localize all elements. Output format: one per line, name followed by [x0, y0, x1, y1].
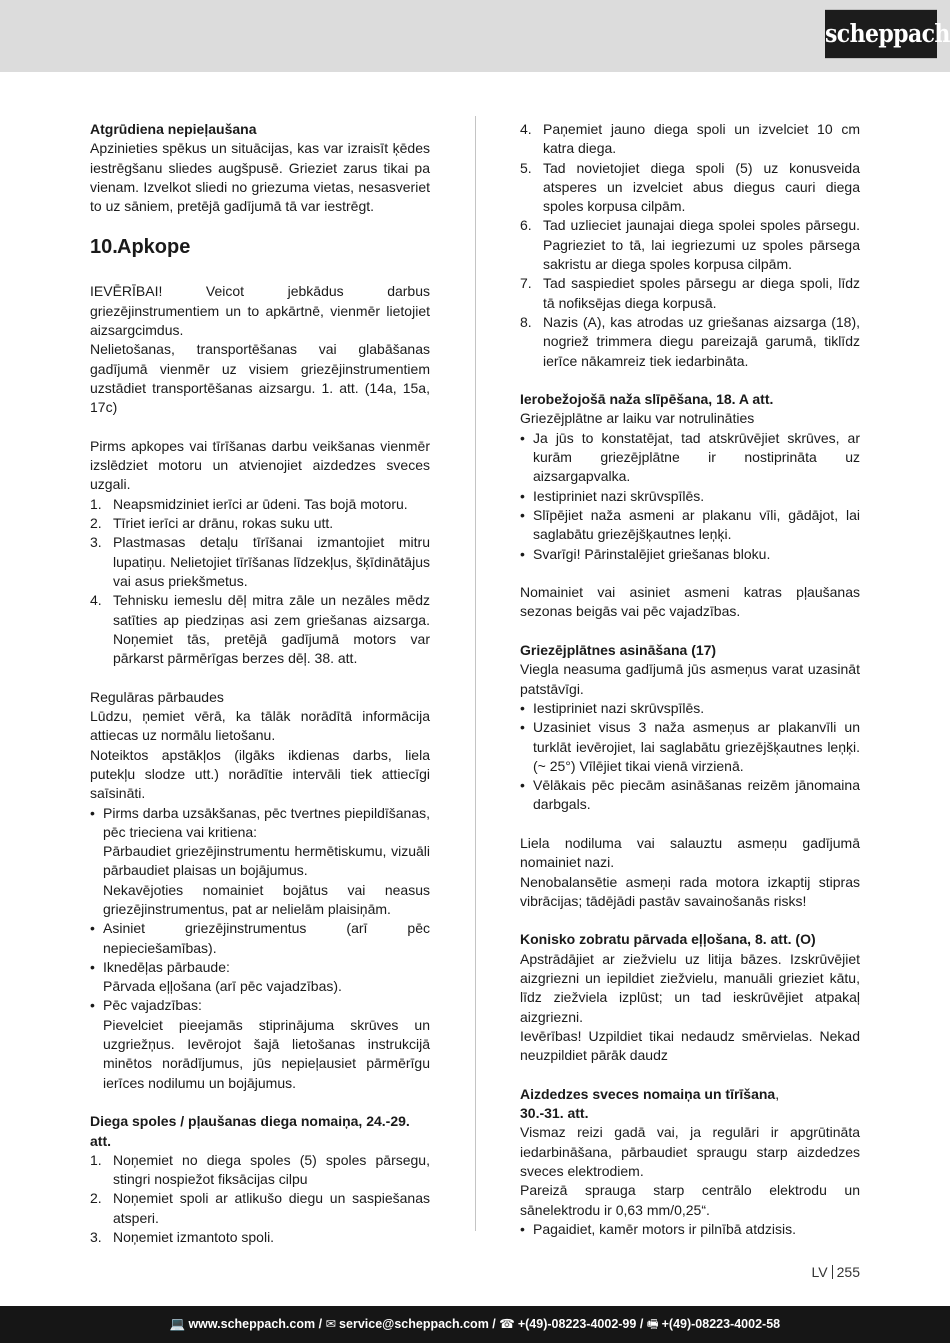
- list-item: • Pēc vajadzības:: [90, 997, 202, 1014]
- right-column: [520, 120, 860, 1239]
- spark-text: Vismaz reizi gadā vai, ja regulāri ir apgrūtināta iedarbināšana, pārbaudiet spraugu starp aizdedzes sveces elektrodiem.: [520, 1124, 860, 1180]
- list-item: 2. Noņemiet spoli ar atlikušo diegu un saspiešanas atsperi.: [90, 1190, 430, 1226]
- list-item: 1. Neapsmidziniet ierīci ar ūdeni. Tas bojā motoru.: [90, 495, 408, 512]
- list-subtext: Pārbaudiet griezējinstrumentu hermētiskumu, vizuāli pārbaudiet plaisas un bojājumus.: [103, 843, 430, 879]
- left-column: [90, 120, 430, 1247]
- fax-number: +(49)-08223-4002-58: [661, 1317, 781, 1331]
- checks-list: [90, 804, 430, 1093]
- warning-text: IEVĒRĪBAI! Veicot jebkādus darbus griezējinstrumentiem un to apkārtnē, vienmēr lietojiet aizsargcimdus.: [90, 283, 430, 339]
- column-divider: [475, 116, 476, 1231]
- spool-steps: [90, 1151, 430, 1247]
- phone-number: +(49)-08223-4002-99: [517, 1317, 637, 1331]
- list-item: • Ja jūs to konstatējat, tad atskrūvējiet skrūves, ar kurām griezējplātne ir nostiprināta uz aizsargapvalka.: [520, 429, 860, 485]
- checks-paragraph: Lūdzu, ņemiet vērā, ka tālāk norādītā informācija attiecas uz normālu lietošanu.: [90, 708, 430, 744]
- list-item: • Pirms darba uzsākšanas, pēc tvertnes piepildīšanas, pēc trieciena vai kritiena:: [90, 804, 430, 840]
- kickback-text: Apzinieties spēkus un situācijas, kas var izraisīt ķēdes iestrēgšanu sliedes augšpusē. Grieziet zarus tikai pa vienam. Izvelkot sliedi no griezuma vietas, nesasveriet to uz sāniem, pretējā gadījumā tā var iestrēgt.: [90, 140, 430, 215]
- gear-heading: Konisko zobratu pārvada eļļošana, 8. att. (O): [520, 931, 816, 948]
- knife-intro: Griezējplātne ar laiku var notrulināties: [520, 410, 755, 427]
- list-item: 3. Plastmasas detaļu tīrīšanai izmantojiet mitru lupatiņu. Nelietojiet tīrīšanas līdzekļus, šķīdinātājus vai asus priekšmetus.: [90, 534, 430, 589]
- spool-heading: Diega spoles / pļaušanas diega nomaiņa, 24.-29. att.: [90, 1113, 410, 1149]
- mail-icon: ✉: [325, 1317, 337, 1331]
- kickback-heading: Atgrūdiena nepieļaušana: [90, 121, 257, 137]
- footer-bar: 💻 www.scheppach.com / ✉ service@scheppach.com / ☎ +(49)-08223-4002-99 / 🖷 +(49)-08223-4002-58: [0, 1306, 950, 1343]
- header-band: [0, 0, 950, 72]
- spark-heading: Aizdedzes sveces nomaiņa un tīrīšana, 30.-31. att.: [520, 1085, 780, 1122]
- page-number: LV 255: [811, 1264, 860, 1280]
- list-subtext: Pārvada eļļošana (arī pēc vajadzības).: [103, 978, 342, 995]
- list-item: 4. Tehnisku iemeslu dēļ mitra zāle un nezāles mēdz satīties ap piedziņas asi zem griešanas aizsarga. Noņemiet tās, pretējā gadījumā motors var pārkarst pārmērīgas berzes dēļ. 38. att.: [90, 592, 430, 667]
- list-item: • Vēlākais pēc piecām asināšanas reizēm jānomaina darbgals.: [520, 777, 860, 813]
- list-item: • Asiniet griezējinstrumentus (arī pēc nepieciešamības).: [90, 920, 430, 956]
- list-item: • Uzasiniet visus 3 naža asmeņus ar plakanvīli un turklāt ievērojiet, lai saglabātu griezējšķautnes leņķi. (~ 25°) Vīlējiet tikai vienā virzienā.: [520, 719, 860, 774]
- knife-heading: Ierobežojošā naža slīpēšana, 18. A att.: [520, 391, 774, 408]
- spark-text: Pareizā sprauga starp centrālo elektrodu un sānelektrodu ir 0,63 mm/0,25“.: [520, 1182, 860, 1218]
- checks-paragraph: Noteiktos apstākļos (ilgāks ikdienas darbs, liela putekļu slodze utt.) norādītie intervāli tiek attiecīgi saīsināti.: [90, 746, 430, 802]
- wear-text: Liela nodiluma vai salauztu asmeņu gadījumā nomainiet nazi.: [520, 834, 860, 871]
- email-link[interactable]: service@scheppach.com: [339, 1317, 489, 1331]
- section-number: 10.: [90, 236, 118, 259]
- blade-replace-text: Nomainiet vai asiniet asmeni katras pļaušanas sezonas beigās vai pēc vajadzības.: [520, 584, 860, 620]
- transport-text: Nelietošanas, transportēšanas vai glabāšanas gadījumā vienmēr uz visiem griezējinstrumentiem uzstādiet transportēšanas aizsargu. 1. att. (14a, 15a, 17c): [90, 341, 430, 416]
- gear-note: Ievērības! Uzpildiet tikai nedaudz smērvielas. Nekad neuzpildiet pārāk daudz: [520, 1027, 860, 1064]
- spark-list: [520, 1220, 860, 1239]
- section-heading: [90, 234, 430, 260]
- phone-icon: ☎: [499, 1317, 515, 1331]
- list-item: 7. Tad saspiediet spoles pārsegu ar diega spoli, līdz tā nofiksējas diega korpusā.: [520, 275, 860, 311]
- list-item: • Pagaidiet, kamēr motors ir pilnībā atdzisis.: [520, 1220, 796, 1237]
- list-item: • Iknedēļas pārbaude:: [90, 958, 230, 975]
- list-subtext: Pievelciet pieejamās stiprinājuma skrūves un uzgriežņus. Ievērojot šajā lietošanas instrukcijā minētos norādījumus, jūs nepieļausiet pārmērīgu ierīces nodilumu un bojājumus.: [103, 1016, 430, 1091]
- gear-text: Apstrādājiet ar ziežvielu uz litija bāzes. Izskrūvējiet aizgriezni un iepildiet ziežvielu, manuāli grieziet kātu, līdz ziežviela izplūst; un tad ieskrūvējiet atpakaļ aizgriezni.: [520, 950, 860, 1025]
- list-item: 1. Noņemiet no diega spoles (5) spoles pārsegu, stingri nospiežot fiksācijas cilpu: [90, 1151, 430, 1188]
- spool-steps-continued: [520, 120, 860, 371]
- scheppach-logo: scheppach: [825, 10, 937, 58]
- before-maintenance-text: Pirms apkopes vai tīrīšanas darbu veikšanas vienmēr izslēdziet motoru un atvienojiet aizdedzes sveces uzgali.: [90, 437, 430, 493]
- sharpen-list: [520, 699, 860, 815]
- knife-list: [520, 429, 860, 564]
- list-item: 2. Tīriet ierīci ar drānu, rokas suku utt.: [90, 515, 334, 532]
- list-item: • Svarīgi! Pārinstalējiet griešanas bloku.: [520, 545, 771, 562]
- list-item: • Iestipriniet nazi skrūvspīlēs.: [520, 487, 705, 504]
- list-item: 5. Tad novietojiet diega spoli (5) uz konusveida atsperes un izvelciet abus diegus cauri diega spoles korpusa cilpām.: [520, 159, 860, 215]
- list-item: 4. Paņemiet jauno diega spoli un izvelciet 10 cm katra diega.: [520, 121, 860, 157]
- list-item: • Iestipriniet nazi skrūvspīlēs.: [520, 699, 705, 716]
- section-title: Apkope: [117, 236, 191, 259]
- list-item: 3. Noņemiet izmantoto spoli.: [90, 1229, 275, 1246]
- list-subtext: Nekavējoties nomainiet bojātus vai neasus griezējinstrumentus, pat ar nelielām plaisiņām.: [103, 881, 430, 917]
- sharpen-intro: Viegla neasuma gadījumā jūs asmeņus varat uzasināt patstāvīgi.: [520, 661, 860, 697]
- list-item: 6. Tad uzlieciet jaunajai diega spolei spoles pārsegu. Pagrieziet to tā, lai iegriezumi uz spoles pārsega sakristu ar diega spoles korpusa cilpām.: [520, 217, 860, 273]
- unbalanced-text: Nenobalansētie asmeņi rada motora izkaptij stipras vibrācijas; tādējādi pastāv savainošanās risks!: [520, 873, 860, 909]
- fax-icon: 🖷: [646, 1317, 659, 1331]
- website-link[interactable]: www.scheppach.com: [188, 1317, 316, 1331]
- computer-icon: 💻: [169, 1317, 186, 1331]
- sharpen-heading: Griezējplātnes asināšana (17): [520, 642, 717, 659]
- list-item: 8. Nazis (A), kas atrodas uz griešanas aizsarga (18), nogriež trimmera diegu pareizajā garumā, tiklīdz ierīce nākamreiz tiek iedarbināta.: [520, 313, 860, 369]
- list-item: • Slīpējiet naža asmeni ar plakanu vīli, gādājot, lai saglabātu griezējšķautnes leņķi.: [520, 506, 860, 543]
- maintenance-steps: [90, 495, 430, 669]
- checks-title: Regulāras pārbaudes: [90, 688, 224, 705]
